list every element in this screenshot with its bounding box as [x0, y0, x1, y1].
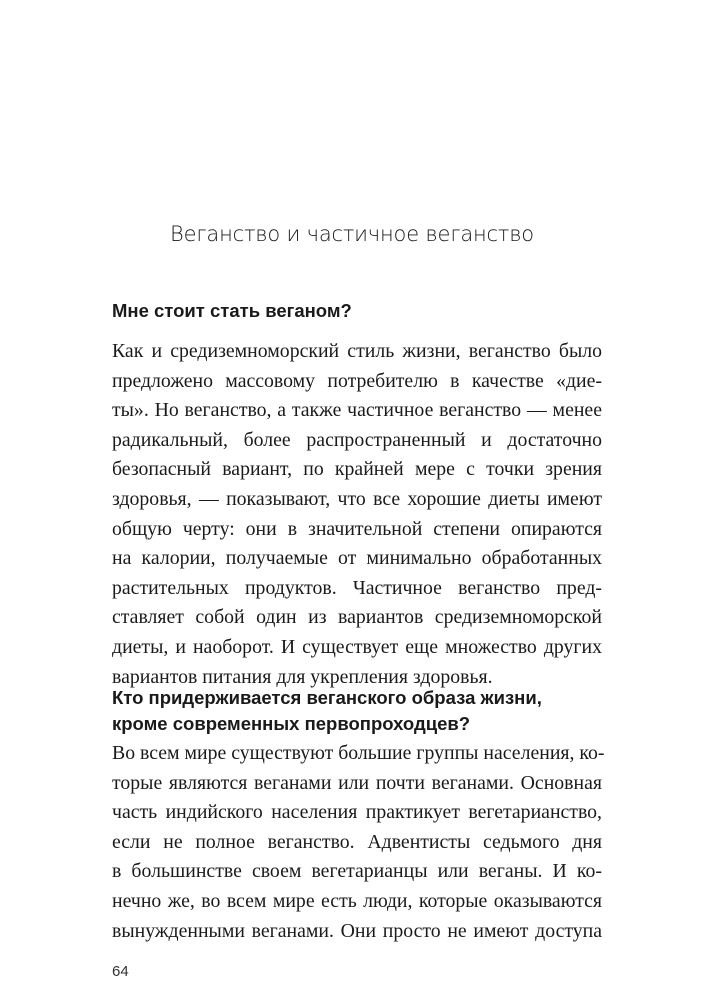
text-line: радикальный, более распространенный и достаточно: [112, 428, 602, 451]
section-title: Веганство и частичное веганство: [170, 222, 534, 246]
text-line: диеты, и наоборот. И существует еще множество других: [112, 635, 602, 658]
heading-line: Кто придерживается веганского образа жизни,: [112, 687, 542, 708]
paragraph-2: [112, 739, 605, 946]
question-heading-2: [112, 685, 602, 737]
text-line: в большинстве своем вегетарианцы или веганы. И ко-: [112, 860, 602, 883]
text-line: Как и средиземноморский стиль жизни, веганство было: [112, 340, 602, 362]
text-line: нечно же, во всем мире есть люди, которые оказываются: [112, 889, 602, 912]
text-line: растительных продуктов. Частичное веганство пред-: [112, 576, 602, 599]
paragraph-1: [112, 337, 602, 692]
question-heading-1: Мне стоит стать веганом?: [112, 300, 352, 321]
text-line: торые являются веганами или почти веганами. Основная: [112, 771, 602, 794]
heading-line: кроме современных первопроходцев?: [112, 713, 471, 734]
text-line: на калории, получаемые от минимально обработанных: [112, 547, 602, 570]
text-line: ставляет собой один из вариантов средиземноморской: [112, 606, 602, 629]
text-line: если не полное веганство. Адвентисты седьмого дня: [112, 830, 602, 853]
text-line: Во всем мире существуют большие группы населения, ко-: [112, 742, 605, 764]
text-line: часть индийского населения практикует вегетарианство,: [112, 801, 602, 824]
text-line: ты». Но веганство, а также частичное веганство — менее: [112, 399, 602, 422]
text-line: здоровья, — показывают, что все хорошие диеты имеют: [112, 487, 602, 510]
text-line: предложено массовому потребителю в качестве «дие-: [112, 369, 602, 392]
text-line: безопасный вариант, по крайней мере с точки зрения: [112, 458, 602, 481]
text-line: вынужденными веганами. Они просто не имеют доступа: [112, 919, 602, 942]
page-number: 64: [112, 963, 129, 980]
text-line: вариантов питания для укрепления здоровья.: [112, 665, 493, 688]
text-line: общую черту: они в значительной степени опираются: [112, 517, 602, 540]
